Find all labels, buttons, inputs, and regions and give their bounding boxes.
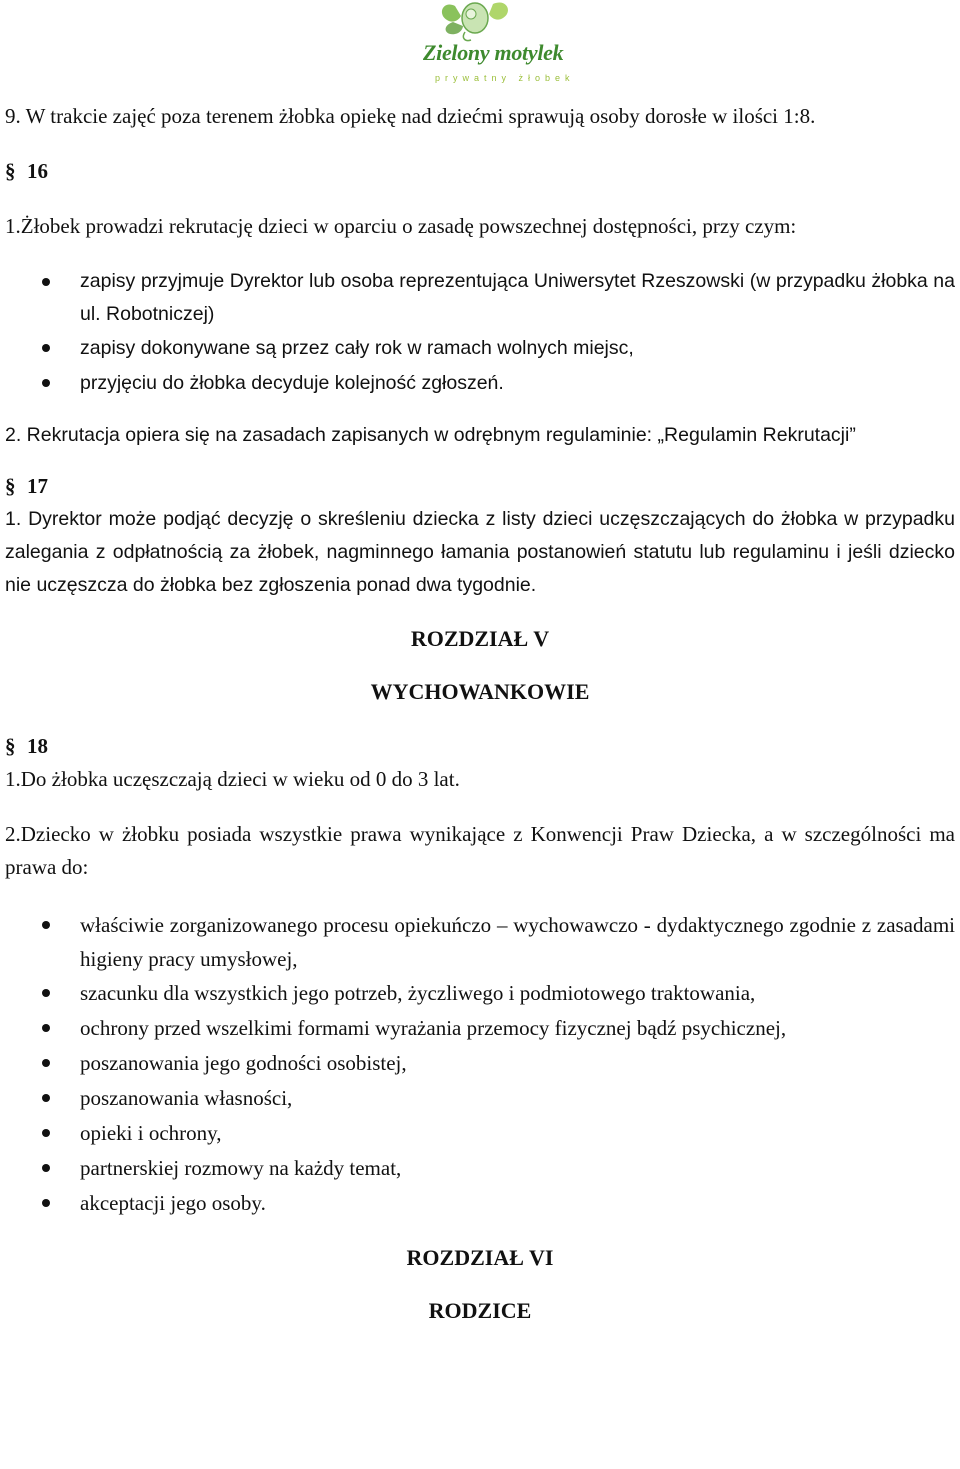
section-16-paragraph-2: 2. Rekrutacja opiera się na zasadach zapisanych w odrębnym regulaminie: „Regulamin Rekrutacji” <box>5 424 856 446</box>
section-16-heading <box>5 155 955 188</box>
list-item: partnerskiej rozmowy na każdy temat, <box>5 1151 955 1186</box>
chapter-6-subtitle: RODZICE <box>428 1298 532 1323</box>
list-item: zapisy przyjmuje Dyrektor lub osoba reprezentująca Uniwersytet Rzeszowski (w przypadku żłobka na ul. Robotniczej) <box>5 265 955 331</box>
chapter-5-subtitle: WYCHOWANKOWIE <box>370 679 590 704</box>
section-18-heading <box>5 730 955 763</box>
document-body <box>5 100 955 1327</box>
section-16-paragraph-1: 1.Żłobek prowadzi rekrutację dzieci w oparciu o zasadę powszechnej dostępności, przy czym: <box>5 214 797 238</box>
chapter-5-title: ROZDZIAŁ V <box>410 626 550 651</box>
list-item: zapisy dokonywane są przez cały rok w ramach wolnych miejsc, <box>5 331 955 366</box>
list-item: opieki i ochrony, <box>5 1116 955 1151</box>
list-item: poszanowania jego godności osobistej, <box>5 1046 955 1081</box>
list-item: właściwie zorganizowanego procesu opiekuńczo – wychowawczo - dydaktycznego zgodnie z zasadami higieny pracy umysłowej, <box>5 908 955 976</box>
section-mark: § <box>5 474 16 498</box>
list-item: poszanowania własności, <box>5 1081 955 1116</box>
section-number: 16 <box>27 159 48 183</box>
list-item: ochrony przed wszelkimi formami wyrażania przemocy fizycznej bądź psychicznej, <box>5 1011 955 1046</box>
list-item: przyjęciu do żłobka decyduje kolejność zgłoszeń. <box>5 366 955 401</box>
section-18-list <box>5 908 955 1221</box>
logo-name: Zielony motylek <box>423 40 564 65</box>
section-mark: § <box>5 734 16 758</box>
paragraph-9: 9. W trakcie zajęć poza terenem żłobka opiekę nad dziećmi sprawują osoby dorosłe w ilości 1:8. <box>5 104 816 128</box>
section-17-heading <box>5 470 955 503</box>
section-mark: § <box>5 159 16 183</box>
section-number: 18 <box>27 734 48 758</box>
section-17-paragraph-1: 1. Dyrektor może podjąć decyzję o skreśleniu dziecka z listy dzieci uczęszczających do żłobka w przypadku zalegania z odpłatnością za żłobek, nagminnego łamania postanowień statutu lub regulaminu i jeśli dziecko nie uczęszcza do żłobka bez zgłoszenia ponad dwa tygodnie. <box>5 508 955 596</box>
section-16-list <box>5 265 955 401</box>
section-number: 17 <box>27 474 48 498</box>
section-18-paragraph-2: 2.Dziecko w żłobku posiada wszystkie prawa wynikające z Konwencji Praw Dziecka, a w szczególności ma prawa do: <box>5 822 955 879</box>
logo-tagline: prywatny żłobek <box>435 73 575 83</box>
list-item: szacunku dla wszystkich jego potrzeb, życzliwego i podmiotowego traktowania, <box>5 976 955 1011</box>
list-item: akceptacji jego osoby. <box>5 1186 955 1221</box>
chapter-6-title: ROZDZIAŁ VI <box>406 1245 554 1270</box>
section-18-paragraph-1: 1.Do żłobka uczęszczają dzieci w wieku od 0 do 3 lat. <box>5 767 460 791</box>
logo <box>395 0 575 83</box>
